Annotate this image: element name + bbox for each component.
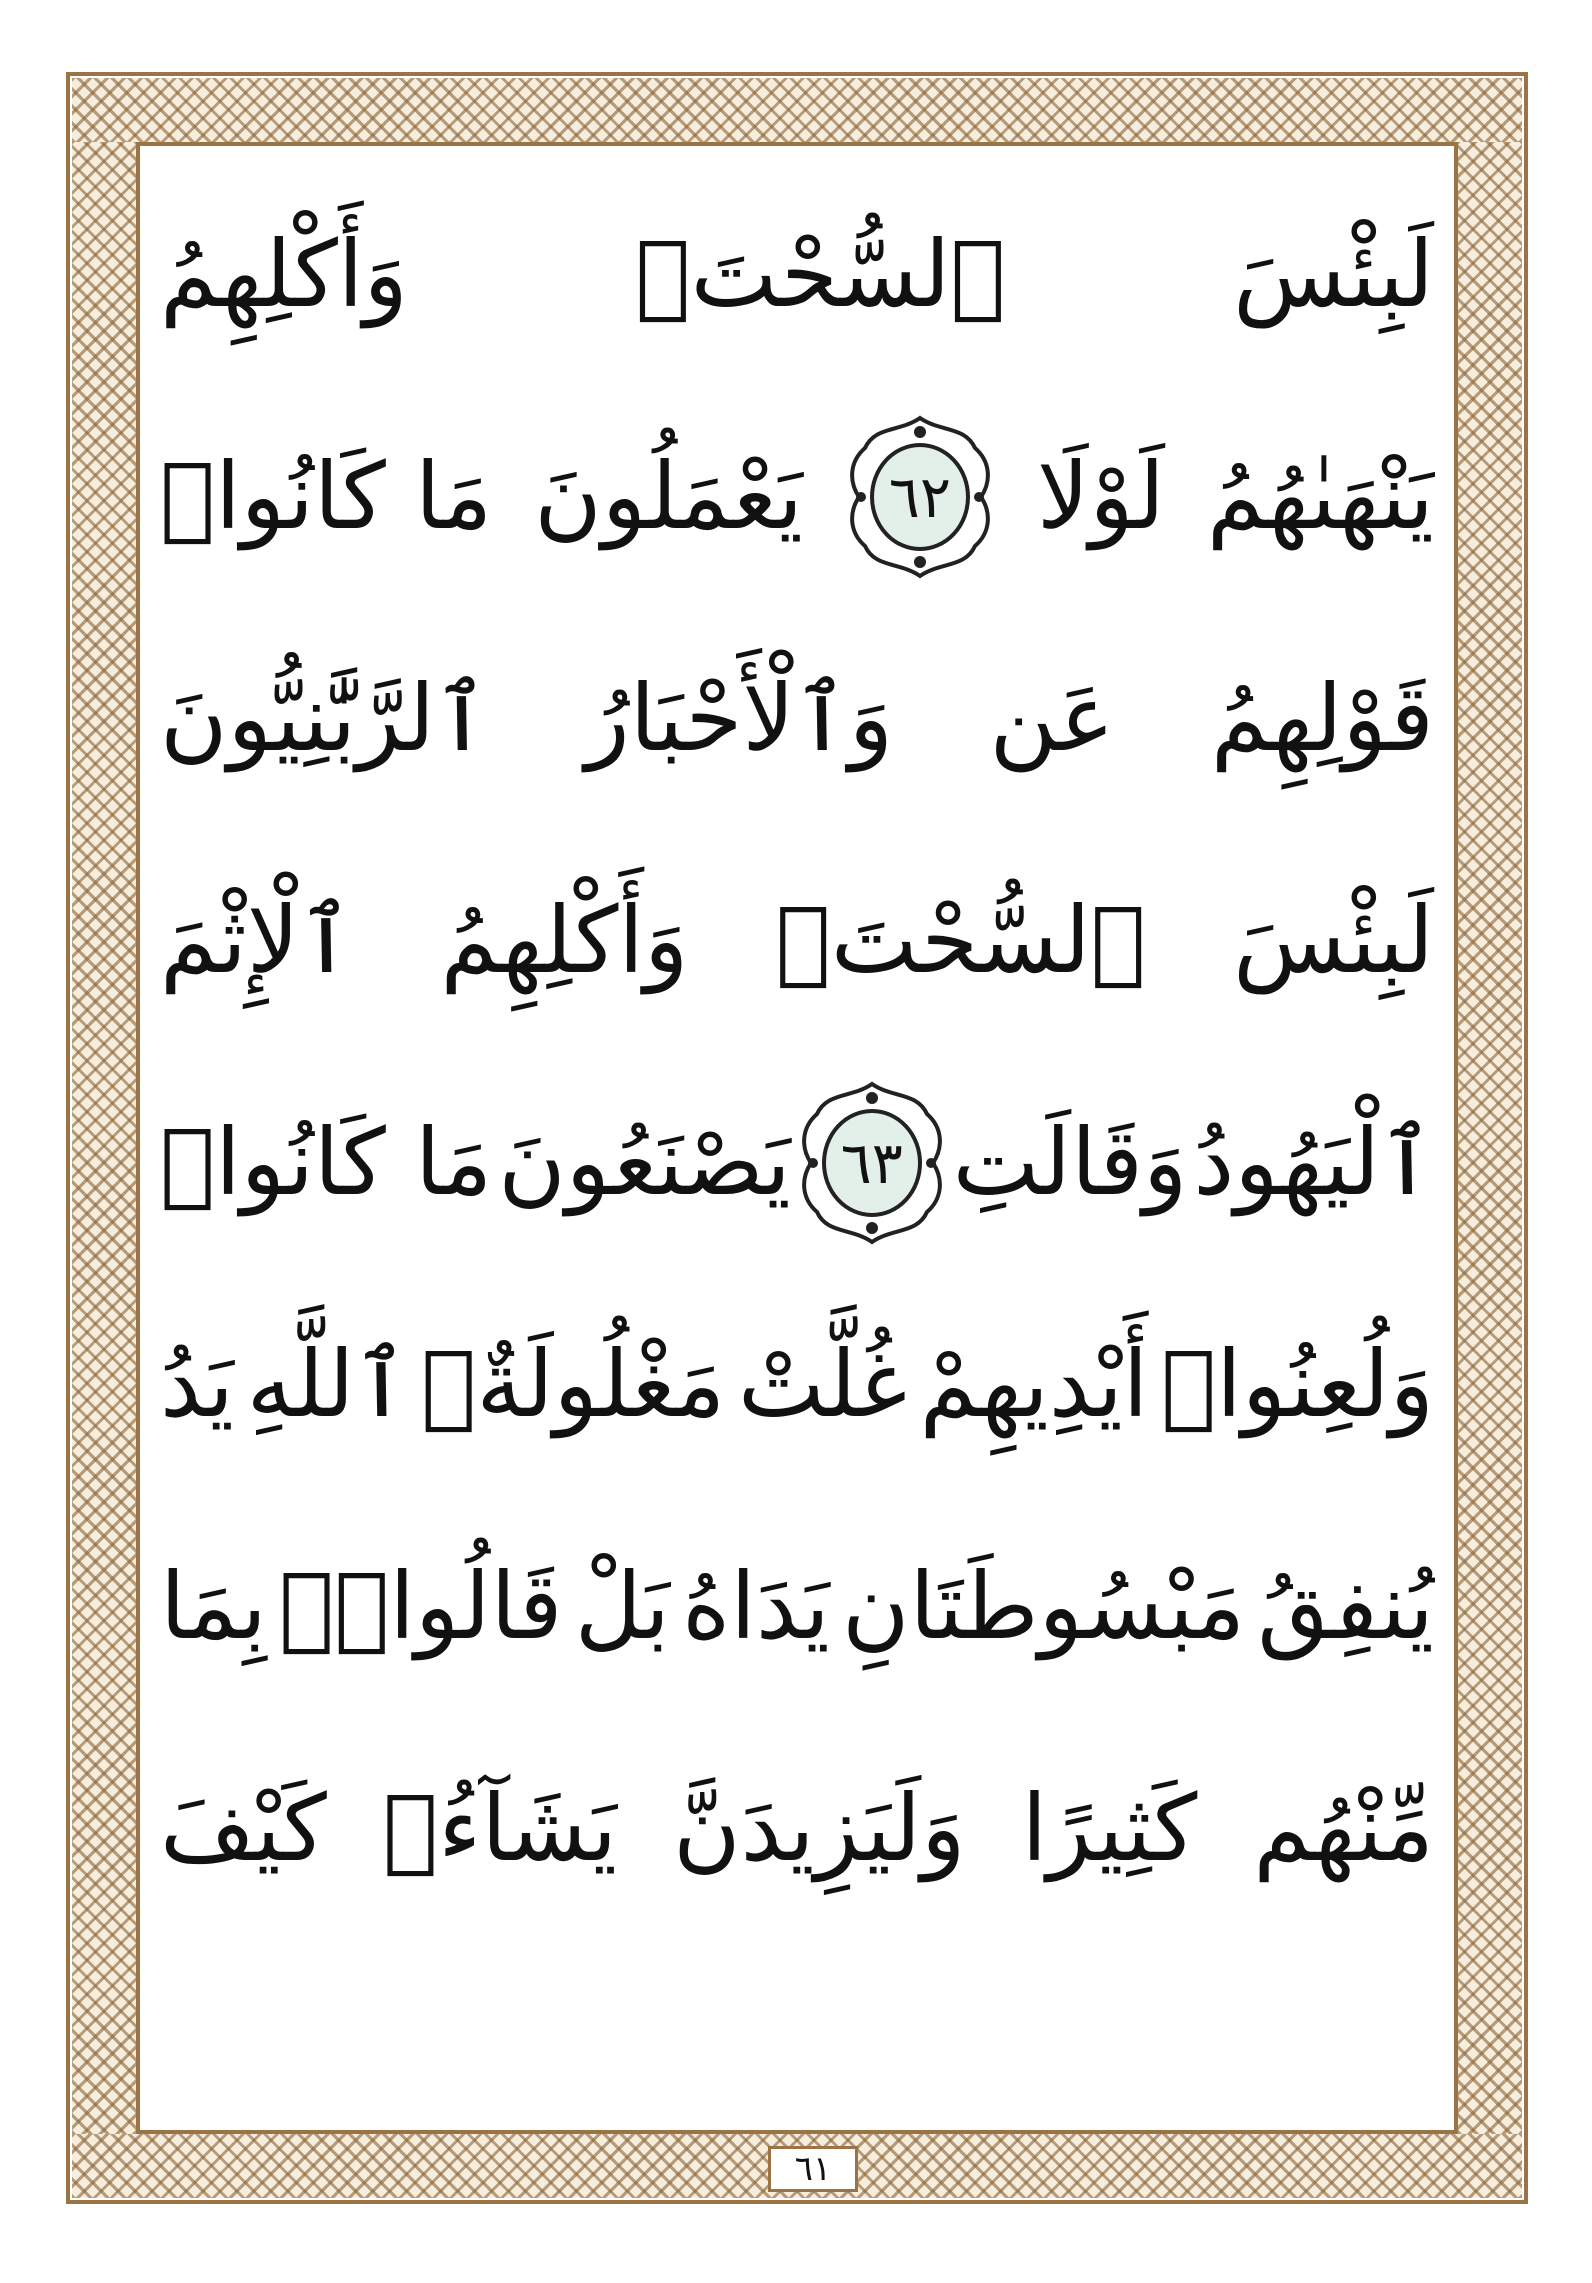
word-group: مَغْلُولَةٌۚ	[421, 1331, 726, 1438]
word-group: يَعْمَلُونَ	[534, 443, 803, 550]
text-line	[160, 841, 1434, 1041]
text-line	[160, 1063, 1434, 1263]
word-group: لَبِئْسَ	[1233, 221, 1434, 328]
ornamental-border-right	[1458, 142, 1522, 2134]
word-group: أَيْدِيهِمْ	[919, 1331, 1149, 1438]
word-group: مِّنْهُم	[1253, 1775, 1434, 1882]
word-group: لَبِئْسَ	[1233, 887, 1434, 994]
word-group: ٱلرَّبَّٰنِيُّونَ	[160, 665, 489, 772]
word-group: غُلَّتْ	[738, 1331, 907, 1438]
word-group: ٱلسُّحْتَۚ	[775, 887, 1146, 994]
word-group: ٱلْيَهُودُ	[1193, 1109, 1434, 1216]
word-group: يَنْهَىٰهُمُ	[1206, 443, 1434, 550]
word-group: مَا كَانُوا۟	[160, 1109, 493, 1216]
word-group: وَقَالَتِ	[952, 1109, 1188, 1216]
word-group: كَثِيرًا	[1021, 1775, 1198, 1882]
verse-text-block	[160, 175, 1434, 2105]
word-group: وَلُعِنُوا۟	[1161, 1331, 1434, 1438]
word-group: عَن	[989, 665, 1115, 772]
word-group: بِمَا	[160, 1553, 267, 1660]
word-group: وَأَكْلِهِمُ	[440, 887, 689, 994]
word-group: بَلْ	[574, 1553, 670, 1660]
word-group: وَأَكْلِهِمُ	[160, 221, 408, 328]
word-group: كَيْفَ	[160, 1775, 327, 1882]
word-group: ٱللَّهِ	[246, 1331, 409, 1438]
text-line	[160, 1285, 1434, 1485]
word-group: ٱلْإِثْمَ	[160, 887, 354, 994]
verse-end-marker	[845, 412, 995, 582]
ornamental-border-left	[72, 142, 136, 2134]
verse-number: ٦٢	[888, 463, 952, 531]
text-line	[160, 175, 1434, 375]
page-number: ٦١	[768, 2146, 858, 2192]
word-group: يَشَآءُۚ	[382, 1775, 618, 1882]
verse-number: ٦٣	[840, 1129, 903, 1197]
word-group: يَدُ	[160, 1331, 234, 1438]
word-group: وَٱلْأَحْبَارُ	[585, 665, 894, 772]
word-group: قَوْلِهِمُ	[1210, 665, 1434, 772]
text-line	[160, 397, 1434, 597]
word-group: يَصْنَعُونَ	[498, 1109, 791, 1216]
text-line	[160, 619, 1434, 819]
word-group: يُنفِقُ	[1257, 1553, 1434, 1660]
word-group: لَوْلَا	[1036, 443, 1165, 550]
verse-end-marker	[797, 1078, 947, 1248]
word-group: قَالُوا۟ۘ	[279, 1553, 563, 1660]
text-line	[160, 1729, 1434, 1929]
text-line	[160, 1507, 1434, 1707]
word-group: مَا كَانُوا۟	[160, 443, 493, 550]
word-group: مَبْسُوطَتَانِ	[841, 1553, 1246, 1660]
word-group: وَلَيَزِيدَنَّ	[673, 1775, 966, 1882]
ornamental-border-top	[72, 78, 1522, 142]
word-group: يَدَاهُ	[682, 1553, 830, 1660]
word-group: ٱلسُّحْتَۚ	[635, 221, 1006, 328]
